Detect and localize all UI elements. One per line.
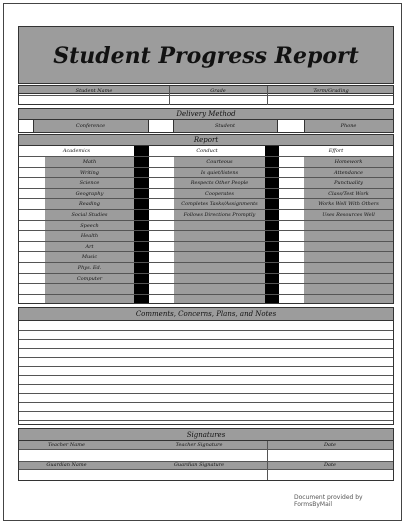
guardian-signature-label: Guardian Signature	[173, 462, 225, 468]
grade-entry-cell[interactable]	[19, 262, 45, 272]
effort-item: Punctuality	[334, 180, 363, 186]
report-row-divider	[19, 230, 393, 231]
report-row-divider	[19, 241, 393, 242]
academics-item: Computer	[76, 276, 103, 282]
academics-item: Reading	[79, 201, 100, 207]
report-row-divider	[19, 188, 393, 189]
report-row-divider	[19, 262, 393, 263]
guardian-date-label: Date	[324, 462, 336, 468]
conduct-item: Is quiet/listens	[200, 170, 239, 176]
grade-entry-cell[interactable]	[19, 294, 45, 304]
report-row-divider	[19, 209, 393, 210]
guardian-name-label: Guardian Name	[46, 462, 87, 468]
report-row-divider	[19, 167, 393, 168]
comment-line	[19, 339, 393, 340]
grade-entry-cell[interactable]	[279, 230, 304, 240]
grade-entry-cell[interactable]	[149, 241, 174, 251]
header-fields	[18, 85, 394, 105]
report-row-divider	[19, 251, 393, 252]
grade-entry-cell[interactable]	[149, 156, 174, 166]
grade-entry-cell[interactable]	[19, 198, 45, 208]
teacher-date-label: Date	[324, 442, 336, 448]
grade-entry-cell[interactable]	[149, 220, 174, 230]
grade-label: Grade	[210, 88, 226, 94]
grade-entry-cell[interactable]	[19, 230, 45, 240]
checkbox-conference[interactable]	[19, 120, 33, 132]
grade-entry-cell[interactable]	[149, 251, 174, 261]
academics-item: Art	[85, 244, 94, 250]
grade-entry-cell[interactable]	[279, 220, 304, 230]
term-label: Term/Grading	[313, 88, 349, 94]
comment-line	[19, 375, 393, 376]
grade-entry-cell[interactable]	[19, 156, 45, 166]
grade-entry-cell[interactable]	[19, 220, 45, 230]
conduct-item: Courteous	[206, 159, 233, 165]
academics-item: Music	[81, 254, 98, 260]
title-banner	[18, 26, 394, 84]
report-row-divider	[19, 177, 393, 178]
academics-item: Phys. Ed.	[77, 265, 102, 271]
effort-item: Uses Resources Well	[322, 212, 375, 218]
grade-entry-cell[interactable]	[19, 209, 45, 219]
teacher-name-label: Teacher Name	[48, 442, 85, 448]
comment-line	[19, 420, 393, 421]
effort-item: Attendance	[334, 170, 363, 176]
comment-line	[19, 393, 393, 394]
grade-entry-cell[interactable]	[149, 262, 174, 272]
grade-entry-cell[interactable]	[149, 230, 174, 240]
comment-line	[19, 357, 393, 358]
signatures-area	[18, 441, 394, 481]
option-student-label: Student	[214, 123, 236, 129]
col-header-academics: Academics	[62, 148, 91, 154]
grade-entry-cell[interactable]	[149, 283, 174, 293]
grade-entry-cell[interactable]	[149, 167, 174, 177]
conduct-item: Respects Other People	[190, 180, 249, 186]
academics-item: Science	[79, 180, 100, 186]
option-conference-label: Conference	[75, 123, 106, 129]
report-form-sheet	[3, 3, 402, 521]
page-title: Student Progress Report	[53, 43, 359, 69]
comment-line	[19, 402, 393, 403]
grade-entry-cell[interactable]	[19, 251, 45, 261]
grade-entry-cell[interactable]	[149, 177, 174, 187]
col-header-effort: Effort	[328, 148, 344, 154]
grade-entry-cell[interactable]	[149, 188, 174, 198]
grade-entry-cell[interactable]	[19, 283, 45, 293]
report-row-divider	[19, 156, 393, 157]
grade-entry-cell[interactable]	[279, 241, 304, 251]
option-phone-label: Phone	[340, 123, 357, 129]
report-row-divider	[19, 294, 393, 295]
grade-entry-cell[interactable]	[279, 209, 304, 219]
delivery-method-heading: Delivery Method	[18, 108, 394, 120]
grade-entry-cell[interactable]	[149, 273, 174, 283]
col-header-conduct: Conduct	[196, 148, 218, 154]
delivery-method-row	[18, 120, 394, 133]
signatures-heading: Signatures	[18, 428, 394, 441]
report-row-divider	[19, 283, 393, 284]
checkbox-student[interactable]	[148, 120, 173, 132]
grade-entry-cell[interactable]	[279, 188, 304, 198]
academics-item: Geography	[75, 191, 104, 197]
comment-line	[19, 330, 393, 331]
academics-item: Speech	[80, 223, 99, 229]
grade-entry-cell[interactable]	[279, 294, 304, 304]
academics-item: Social Studies	[71, 212, 108, 218]
grade-entry-cell[interactable]	[19, 241, 45, 251]
grade-entry-cell[interactable]	[149, 198, 174, 208]
grade-entry-cell[interactable]	[279, 273, 304, 283]
comments-heading: Comments, Concerns, Plans, and Notes	[18, 307, 394, 321]
grade-entry-cell[interactable]	[19, 273, 45, 283]
report-row-divider	[19, 198, 393, 199]
grade-entry-cell[interactable]	[279, 251, 304, 261]
comment-line	[19, 366, 393, 367]
comment-line	[19, 348, 393, 349]
comments-area[interactable]	[18, 321, 394, 425]
checkbox-phone[interactable]	[277, 120, 304, 132]
grade-entry-cell[interactable]	[279, 198, 304, 208]
teacher-signature-label: Teacher Signature	[175, 442, 223, 448]
conduct-item: Completes Tasks/Assignments	[181, 201, 258, 207]
grade-entry-cell[interactable]	[279, 156, 304, 166]
report-table	[18, 146, 394, 304]
grade-entry-cell[interactable]	[279, 177, 304, 187]
grade-entry-cell[interactable]	[149, 209, 174, 219]
grade-entry-cell[interactable]	[279, 262, 304, 272]
report-row-divider	[19, 273, 393, 274]
grade-entry-cell[interactable]	[279, 167, 304, 177]
conduct-item: Cooperates	[205, 191, 234, 197]
grade-entry-cell[interactable]	[19, 188, 45, 198]
footer-credit: Document provided by FormsByMail	[294, 494, 363, 508]
conduct-item: Follows Directions Promptly	[183, 212, 256, 218]
academics-item: Math	[82, 159, 97, 165]
effort-item: Works Well With Others	[318, 201, 379, 207]
grade-entry-cell[interactable]	[19, 177, 45, 187]
grade-entry-cell[interactable]	[279, 283, 304, 293]
student-name-label: Student Name	[75, 88, 113, 94]
grade-entry-cell[interactable]	[19, 167, 45, 177]
grade-entry-cell[interactable]	[149, 294, 174, 304]
academics-item: Writing	[80, 170, 99, 176]
comment-line	[19, 411, 393, 412]
academics-item: Health	[80, 233, 99, 239]
report-row-divider	[19, 220, 393, 221]
report-heading: Report	[18, 134, 394, 146]
effort-item: Class/Test Work	[328, 191, 369, 197]
comment-line	[19, 384, 393, 385]
effort-item: Homework	[334, 159, 363, 165]
